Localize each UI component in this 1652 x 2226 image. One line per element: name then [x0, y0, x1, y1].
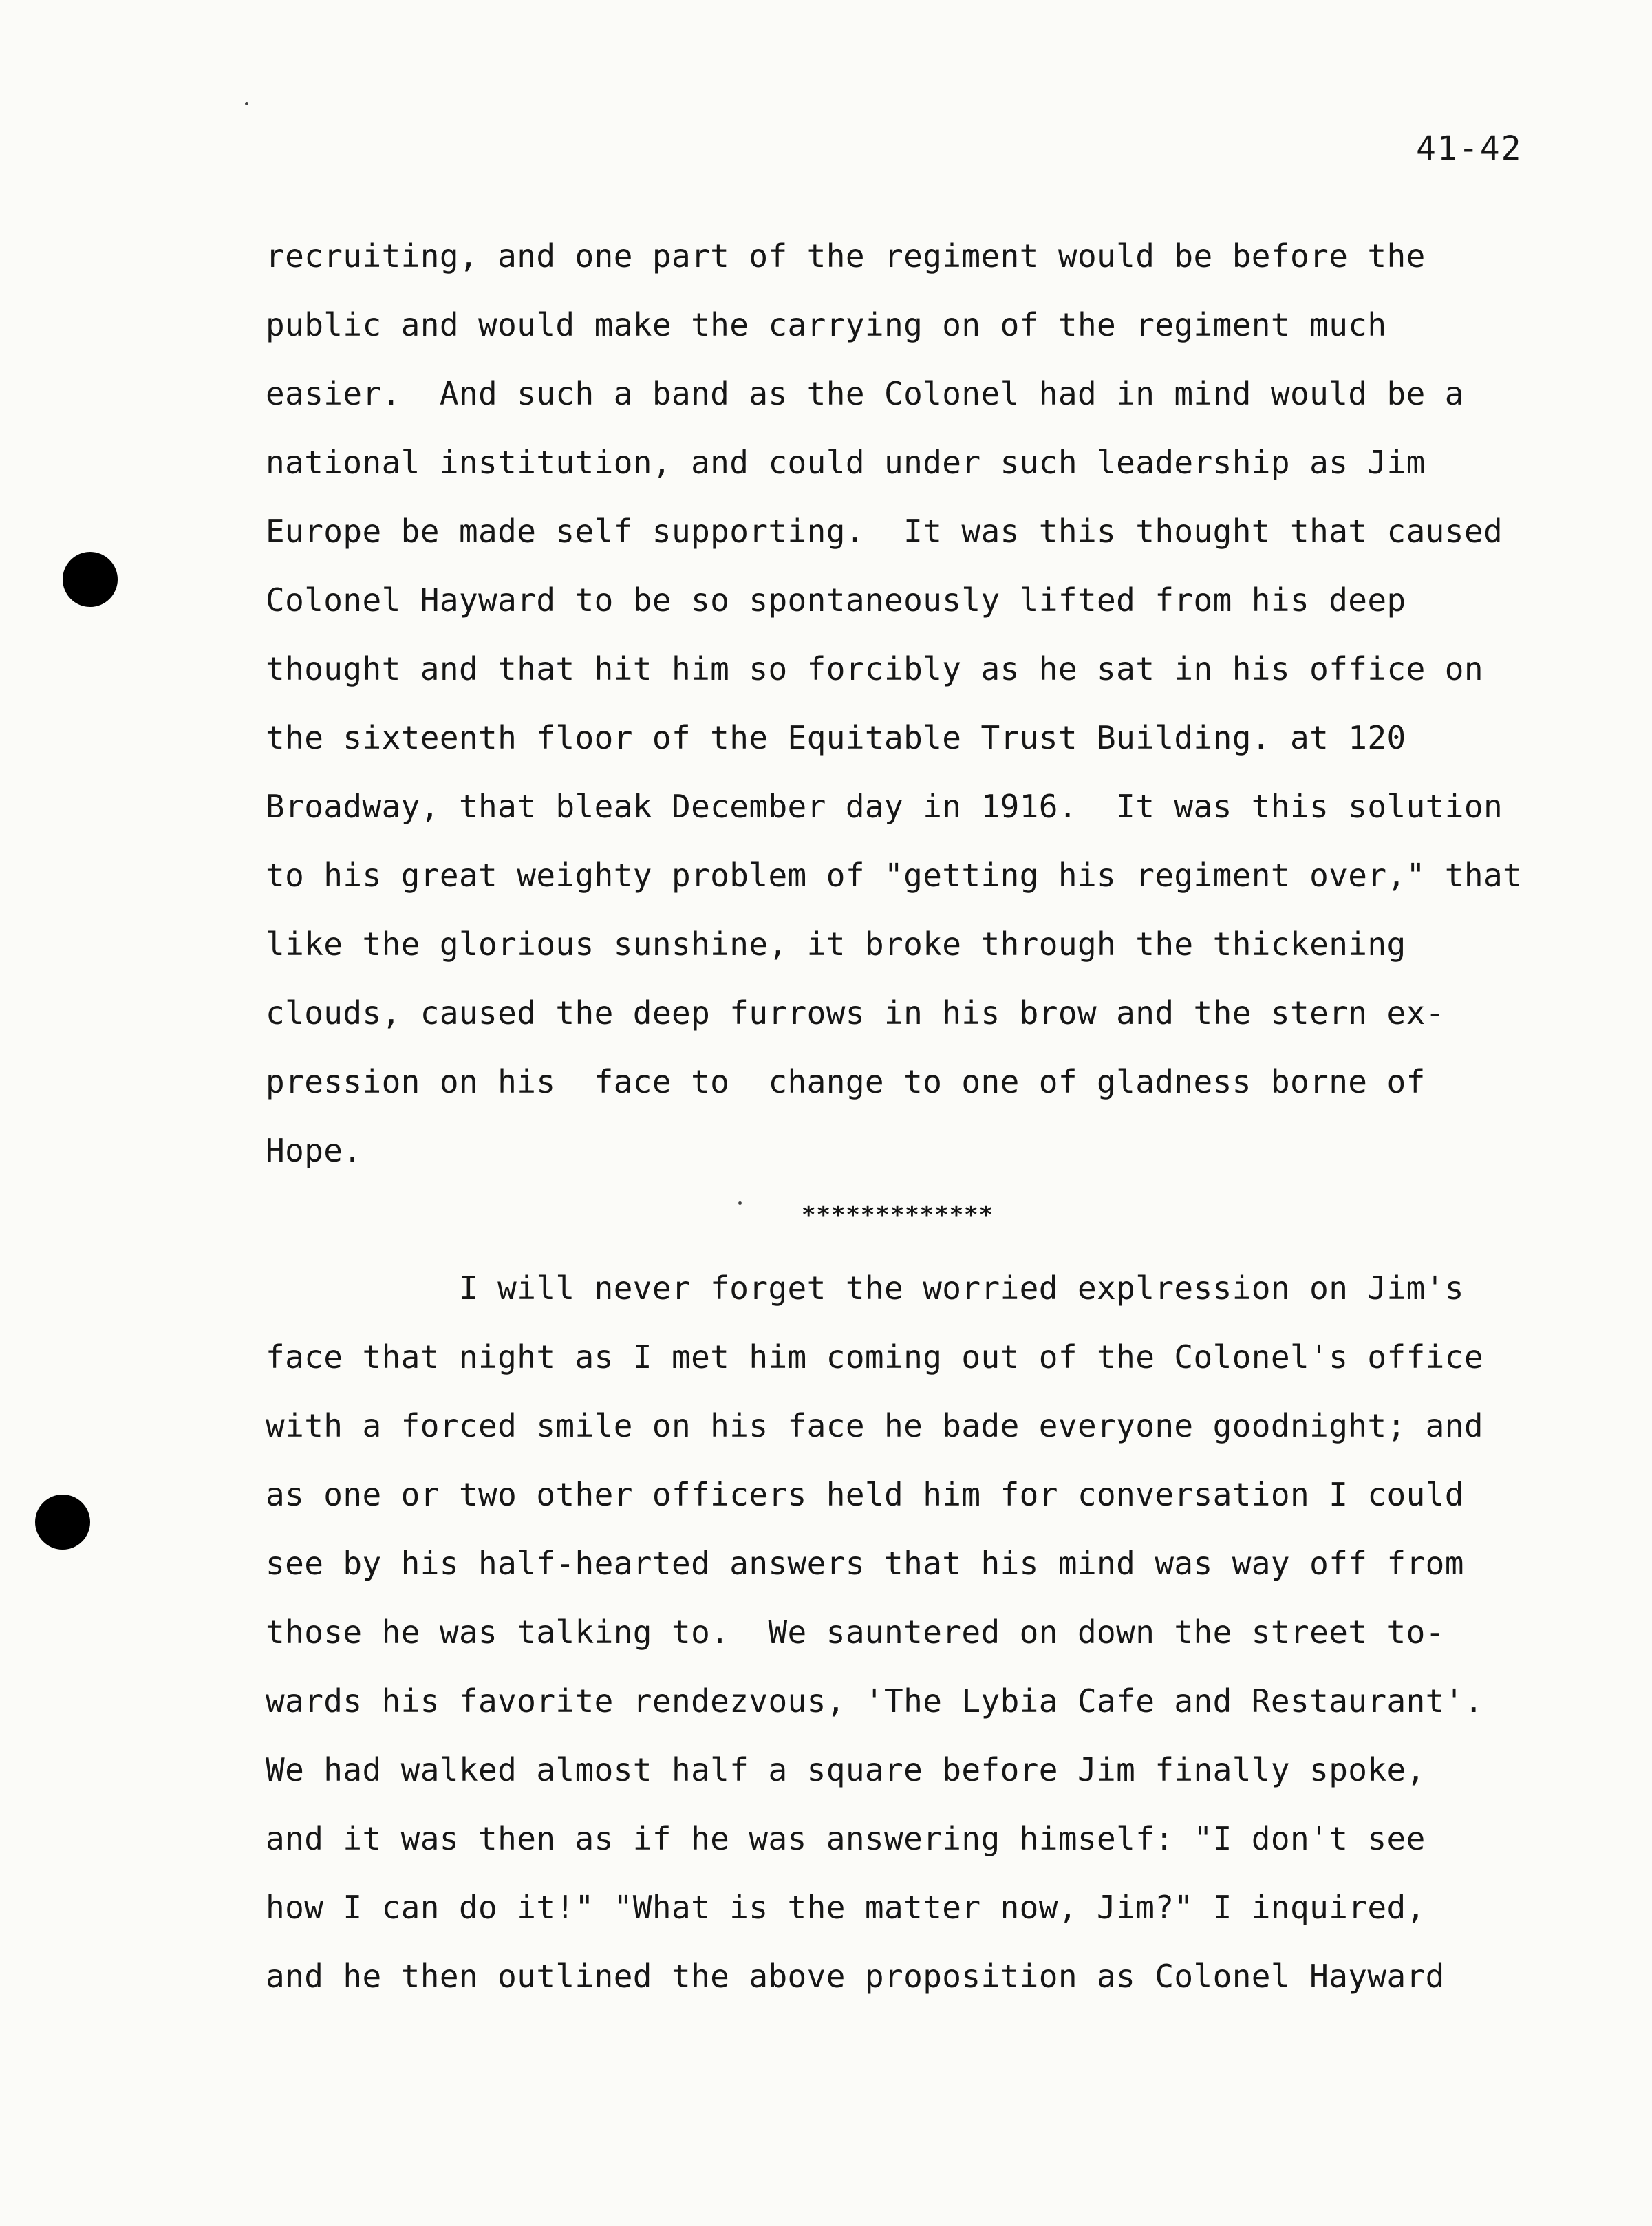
paragraph-2-line: see by his half-hearted answers that his mind was way off from [266, 1545, 1464, 1582]
paragraph-2-line: with a forced smile on his face he bade everyone goodnight; and [266, 1407, 1483, 1444]
paragraph-1-line: to his great weighty problem of "getting his regiment over," that [266, 857, 1523, 894]
paragraph-1-line: public and would make the carrying on of the regiment much [266, 306, 1387, 343]
paragraph-2-line: and he then outlined the above proposition as Colonel Hayward [266, 1958, 1445, 1995]
paragraph-1-line: thought and that hit him so forcibly as he sat in his office on [266, 650, 1483, 687]
paragraph-1-line: recruiting, and one part of the regiment would be before the [266, 237, 1426, 275]
paragraph-2-line: face that night as I met him coming out of the Colonel's office [266, 1338, 1483, 1376]
paper-speck [245, 102, 248, 105]
paragraph-1-line: easier. And such a band as the Colonel had in mind would be a [266, 375, 1464, 412]
punch-hole-upper [63, 552, 118, 607]
paragraph-2-line: We had walked almost half a square before Jim finally spoke, [266, 1751, 1426, 1788]
paragraph-1-line: Europe be made self supporting. It was this thought that caused [266, 513, 1503, 550]
paragraph-1-line: clouds, caused the deep furrows in his brow and the stern ex- [266, 994, 1445, 1031]
section-separator: ************* [802, 1201, 994, 1229]
paragraph-1-line: Colonel Hayward to be so spontaneously lifted from his deep [266, 581, 1406, 619]
paragraph-1-line: Broadway, that bleak December day in 1916. It was this solution [266, 788, 1503, 825]
paragraph-1-line: national institution, and could under such leadership as Jim [266, 444, 1426, 481]
paper-speck [738, 1201, 742, 1205]
paragraph-1-line: Hope. [266, 1132, 363, 1169]
paragraph-2-line: how I can do it!" "What is the matter now, Jim?" I inquired, [266, 1889, 1426, 1926]
punch-hole-lower [35, 1495, 90, 1550]
paragraph-2-line: those he was talking to. We sauntered on down the street to- [266, 1614, 1445, 1651]
paragraph-2-line: as one or two other officers held him for conversation I could [266, 1476, 1464, 1513]
paragraph-2-line: wards his favorite rendezvous, 'The Lybia Cafe and Restaurant'. [266, 1682, 1483, 1720]
page-number: 41-42 [1416, 129, 1523, 168]
paragraph-2-line: I will never forget the worried explression on Jim's [266, 1270, 1464, 1307]
paragraph-1-line: like the glorious sunshine, it broke through the thickening [266, 925, 1406, 963]
paragraph-2-line: and it was then as if he was answering himself: "I don't see [266, 1820, 1426, 1857]
paragraph-1-line: the sixteenth floor of the Equitable Trust Building. at 120 [266, 719, 1406, 756]
paragraph-1-line: pression on his face to change to one of gladness borne of [266, 1063, 1426, 1100]
